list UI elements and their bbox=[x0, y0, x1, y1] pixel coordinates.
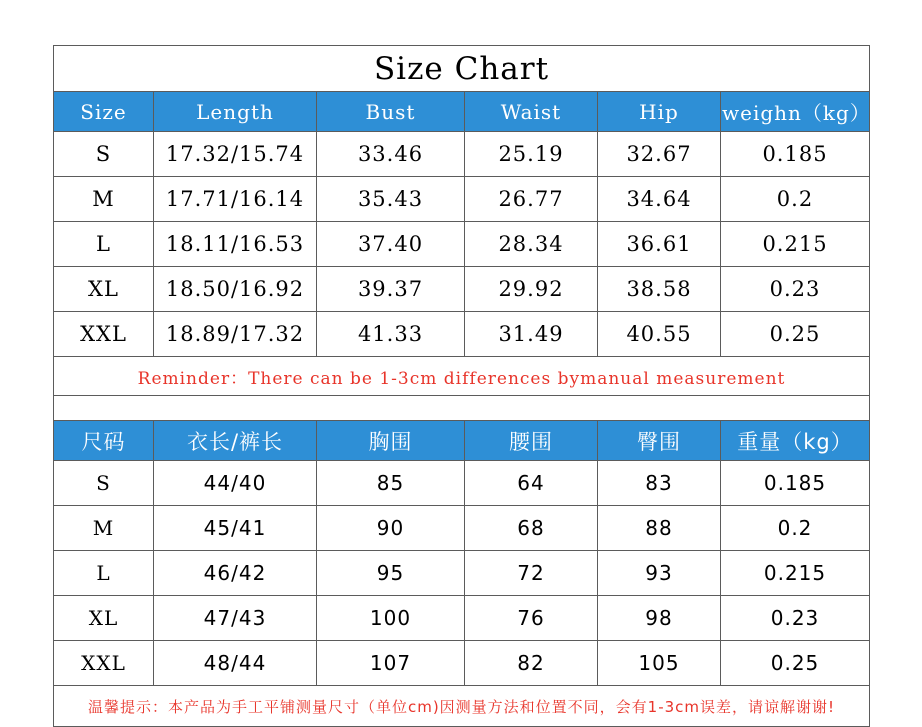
table-row bbox=[54, 312, 870, 357]
page-title: Size Chart bbox=[54, 46, 870, 92]
spacer-row bbox=[54, 396, 870, 421]
cell-size: S bbox=[54, 461, 154, 506]
column-header-length-cn: 衣长/裤长 bbox=[154, 421, 317, 461]
cell-bust: 35.43 bbox=[317, 177, 465, 222]
cell-size: XXL bbox=[54, 312, 154, 357]
column-header-hip-cn: 臀围 bbox=[598, 421, 721, 461]
cell-hip: 38.58 bbox=[598, 267, 721, 312]
cell-hip: 36.61 bbox=[598, 222, 721, 267]
cell-weight: 0.25 bbox=[721, 641, 870, 686]
cell-size: XXL bbox=[54, 641, 154, 686]
cell-waist: 25.19 bbox=[465, 132, 598, 177]
reminder-row bbox=[54, 357, 870, 396]
cell-length: 17.71/16.14 bbox=[154, 177, 317, 222]
cell-weight: 0.215 bbox=[721, 551, 870, 596]
cell-size: S bbox=[54, 132, 154, 177]
cell-length: 48/44 bbox=[154, 641, 317, 686]
column-header-size: Size bbox=[54, 92, 154, 132]
table-row bbox=[54, 132, 870, 177]
cell-size: L bbox=[54, 222, 154, 267]
column-header-waist: Waist bbox=[465, 92, 598, 132]
cell-waist: 31.49 bbox=[465, 312, 598, 357]
column-header-weight-cn: 重量（kg） bbox=[721, 421, 870, 461]
size-chart-sheet bbox=[53, 45, 869, 727]
cell-length: 46/42 bbox=[154, 551, 317, 596]
table-row bbox=[54, 506, 870, 551]
cell-length: 18.50/16.92 bbox=[154, 267, 317, 312]
cell-bust: 39.37 bbox=[317, 267, 465, 312]
cell-length: 18.11/16.53 bbox=[154, 222, 317, 267]
cell-hip: 34.64 bbox=[598, 177, 721, 222]
metric-header-row bbox=[54, 421, 870, 461]
reminder-note: Reminder：There can be 1-3cm differences bymanual measurement bbox=[54, 357, 870, 396]
cell-hip: 40.55 bbox=[598, 312, 721, 357]
cell-hip: 88 bbox=[598, 506, 721, 551]
spacer bbox=[54, 396, 870, 421]
cell-size: M bbox=[54, 506, 154, 551]
table-row bbox=[54, 222, 870, 267]
cell-waist: 76 bbox=[465, 596, 598, 641]
cell-waist: 29.92 bbox=[465, 267, 598, 312]
imperial-header-row bbox=[54, 92, 870, 132]
cell-weight: 0.23 bbox=[721, 267, 870, 312]
cell-weight: 0.2 bbox=[721, 177, 870, 222]
cell-weight: 0.215 bbox=[721, 222, 870, 267]
cell-weight: 0.25 bbox=[721, 312, 870, 357]
cell-waist: 28.34 bbox=[465, 222, 598, 267]
table-row bbox=[54, 641, 870, 686]
cell-length: 45/41 bbox=[154, 506, 317, 551]
cell-size: L bbox=[54, 551, 154, 596]
cell-hip: 98 bbox=[598, 596, 721, 641]
cell-bust: 95 bbox=[317, 551, 465, 596]
table-row bbox=[54, 461, 870, 506]
cell-waist: 26.77 bbox=[465, 177, 598, 222]
cell-bust: 107 bbox=[317, 641, 465, 686]
cell-hip: 105 bbox=[598, 641, 721, 686]
column-header-bust-cn: 胸围 bbox=[317, 421, 465, 461]
column-header-hip: Hip bbox=[598, 92, 721, 132]
column-header-waist-cn: 腰围 bbox=[465, 421, 598, 461]
table-row bbox=[54, 177, 870, 222]
cell-size: XL bbox=[54, 596, 154, 641]
cell-length: 47/43 bbox=[154, 596, 317, 641]
cell-waist: 82 bbox=[465, 641, 598, 686]
cell-bust: 33.46 bbox=[317, 132, 465, 177]
cell-hip: 32.67 bbox=[598, 132, 721, 177]
column-header-weight: weighn（kg） bbox=[721, 92, 870, 132]
table-row bbox=[54, 596, 870, 641]
cell-weight: 0.185 bbox=[721, 461, 870, 506]
cell-length: 17.32/15.74 bbox=[154, 132, 317, 177]
cell-waist: 64 bbox=[465, 461, 598, 506]
title-row bbox=[54, 46, 870, 92]
cell-weight: 0.23 bbox=[721, 596, 870, 641]
footer-note: 温馨提示：本产品为手工平铺测量尺寸（单位cm)因测量方法和位置不同，会有1-3cm误差，请谅解谢谢! bbox=[54, 686, 870, 727]
cell-hip: 93 bbox=[598, 551, 721, 596]
cell-weight: 0.185 bbox=[721, 132, 870, 177]
table-row bbox=[54, 267, 870, 312]
cell-waist: 68 bbox=[465, 506, 598, 551]
size-chart-table bbox=[53, 45, 870, 727]
cell-bust: 100 bbox=[317, 596, 465, 641]
column-header-size-cn: 尺码 bbox=[54, 421, 154, 461]
cell-bust: 37.40 bbox=[317, 222, 465, 267]
column-header-bust: Bust bbox=[317, 92, 465, 132]
cell-bust: 85 bbox=[317, 461, 465, 506]
column-header-length: Length bbox=[154, 92, 317, 132]
cell-length: 44/40 bbox=[154, 461, 317, 506]
cell-bust: 90 bbox=[317, 506, 465, 551]
table-row bbox=[54, 551, 870, 596]
cell-size: XL bbox=[54, 267, 154, 312]
cell-length: 18.89/17.32 bbox=[154, 312, 317, 357]
cell-hip: 83 bbox=[598, 461, 721, 506]
cell-bust: 41.33 bbox=[317, 312, 465, 357]
footer-note-row bbox=[54, 686, 870, 727]
cell-waist: 72 bbox=[465, 551, 598, 596]
cell-size: M bbox=[54, 177, 154, 222]
cell-weight: 0.2 bbox=[721, 506, 870, 551]
